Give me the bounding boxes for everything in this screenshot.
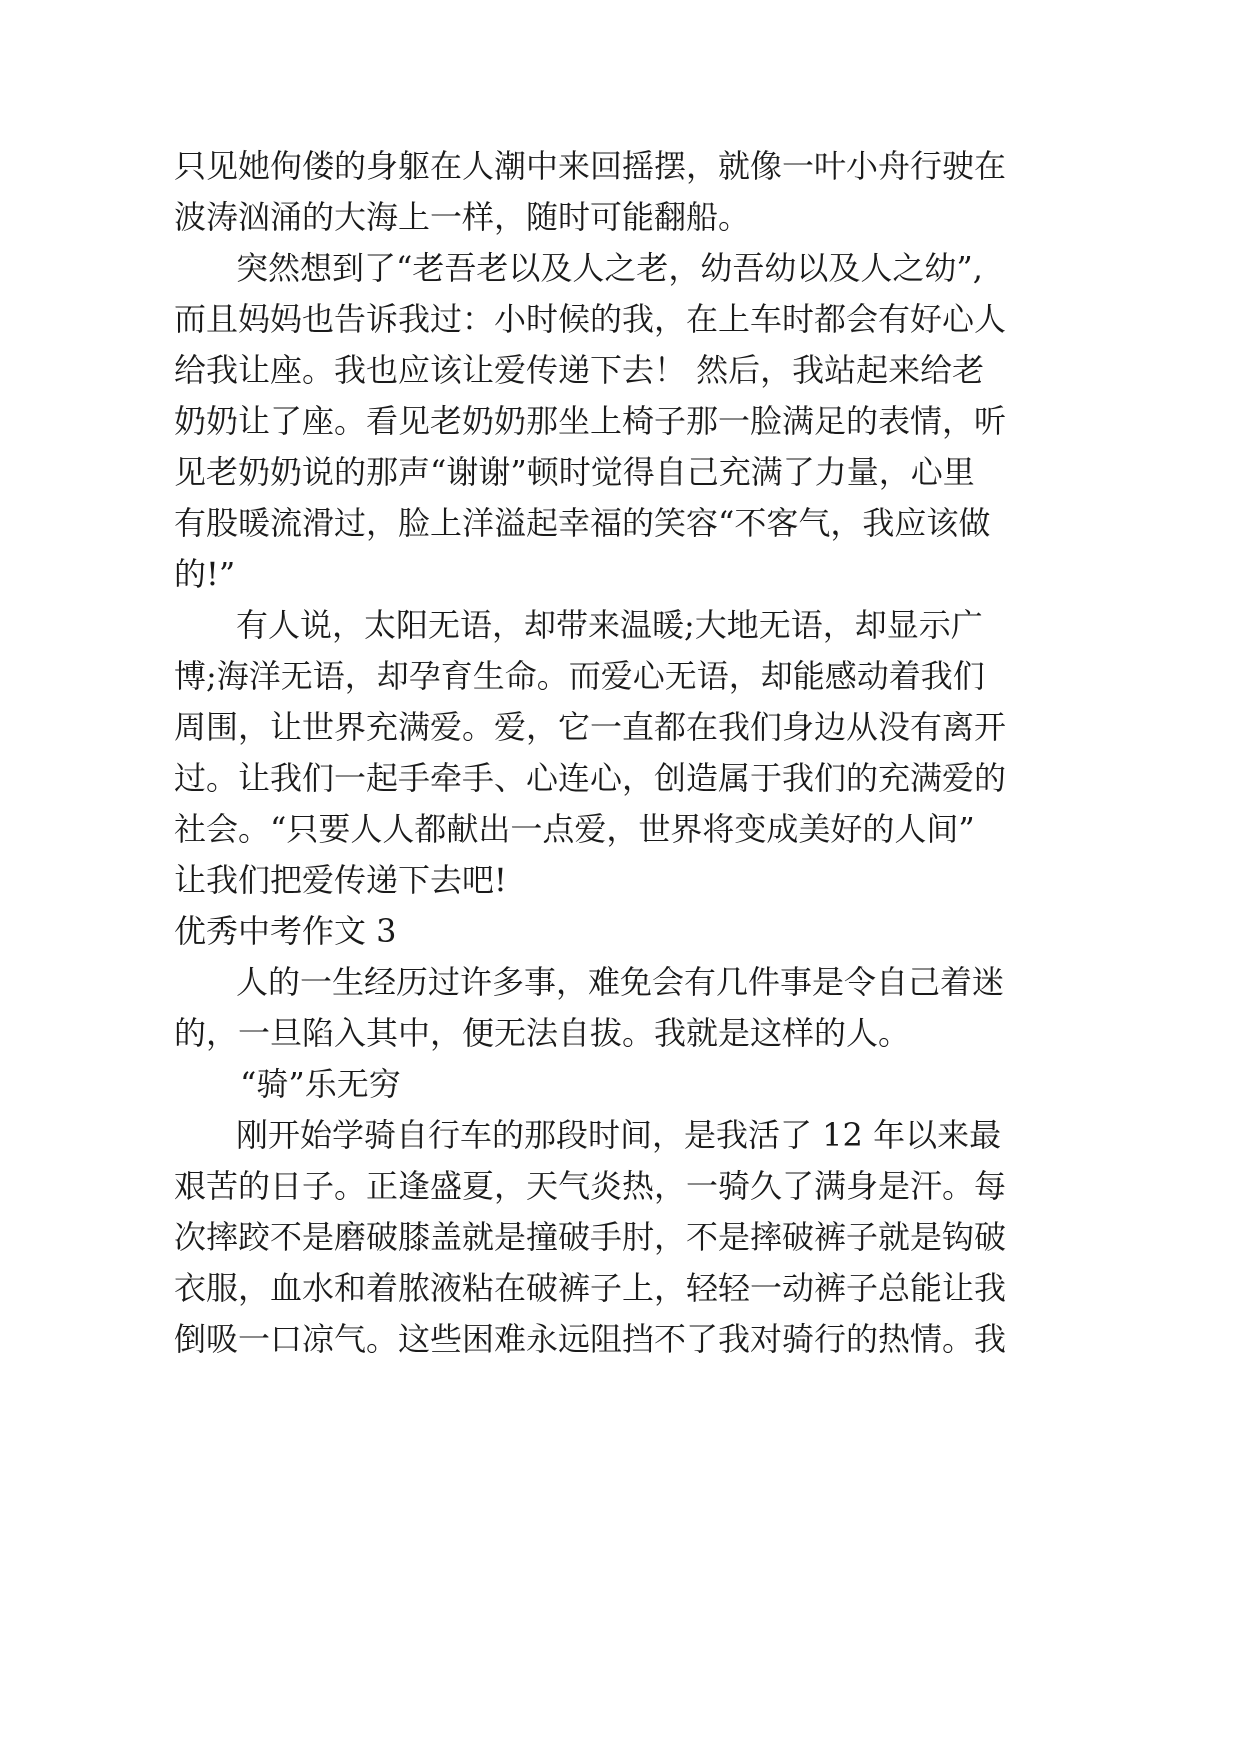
text-line: 社会。“只要人人都献出一点爱，世界将变成美好的人间” — [174, 810, 975, 848]
text-line: 奶奶让了座。看见老奶奶那坐上椅子那一脸满足的表情，听 — [174, 402, 1007, 440]
text-line: 艰苦的日子。正逢盛夏，天气炎热，一骑久了满身是汗。每 — [174, 1167, 1007, 1205]
text-line: 给我让座。我也应该让爱传递下去！ 然后，我站起来给老 — [174, 351, 985, 389]
text-line: 波涛汹涌的大海上一样，随时可能翻船。 — [174, 198, 751, 236]
text-line: 倒吸一口凉气。这些困难永远阻挡不了我对骑行的热情。我 — [174, 1320, 1007, 1358]
text-line: 突然想到了“老吾老以及人之老，幼吾幼以及人之幼”, — [236, 249, 983, 287]
text-line: 次摔跤不是磨破膝盖就是撞破手肘，不是摔破裤子就是钩破 — [174, 1218, 1007, 1256]
text-line: 刚开始学骑自行车的那段时间，是我活了 12 年以来最 — [236, 1116, 1002, 1154]
text-line: 只见她佝偻的身躯在人潮中来回摇摆，就像一叶小舟行驶在 — [174, 147, 1007, 185]
text-line: 而且妈妈也告诉我过：小时候的我，在上车时都会有好心人 — [174, 300, 1007, 338]
text-line: 的!” — [174, 555, 236, 593]
section-heading: 优秀中考作文 3 — [174, 912, 397, 950]
text-line: 有股暖流滑过，脸上洋溢起幸福的笑容“不客气，我应该做 — [174, 504, 991, 542]
text-line: 的，一旦陷入其中，便无法自拔。我就是这样的人。 — [174, 1014, 911, 1052]
text-line: 人的一生经历过许多事，难免会有几件事是令自己着迷 — [236, 963, 1005, 1001]
text-line: 周围，让世界充满爱。爱，它一直都在我们身边从没有离开 — [174, 708, 1007, 746]
text-line: 有人说，太阳无语，却带来温暖;大地无语，却显示广 — [236, 606, 983, 644]
subheading: “骑”乐无穷 — [240, 1065, 401, 1103]
text-line: 让我们把爱传递下去吧! — [174, 861, 507, 899]
text-line: 衣服，血水和着脓液粘在破裤子上，轻轻一动裤子总能让我 — [174, 1269, 1007, 1307]
text-line: 过。让我们一起手牵手、心连心，创造属于我们的充满爱的 — [174, 759, 1007, 797]
text-line: 见老奶奶说的那声“谢谢”顿时觉得自己充满了力量，心里 — [174, 453, 975, 491]
text-line: 博;海洋无语，却孕育生命。而爱心无语，却能感动着我们 — [174, 657, 985, 695]
